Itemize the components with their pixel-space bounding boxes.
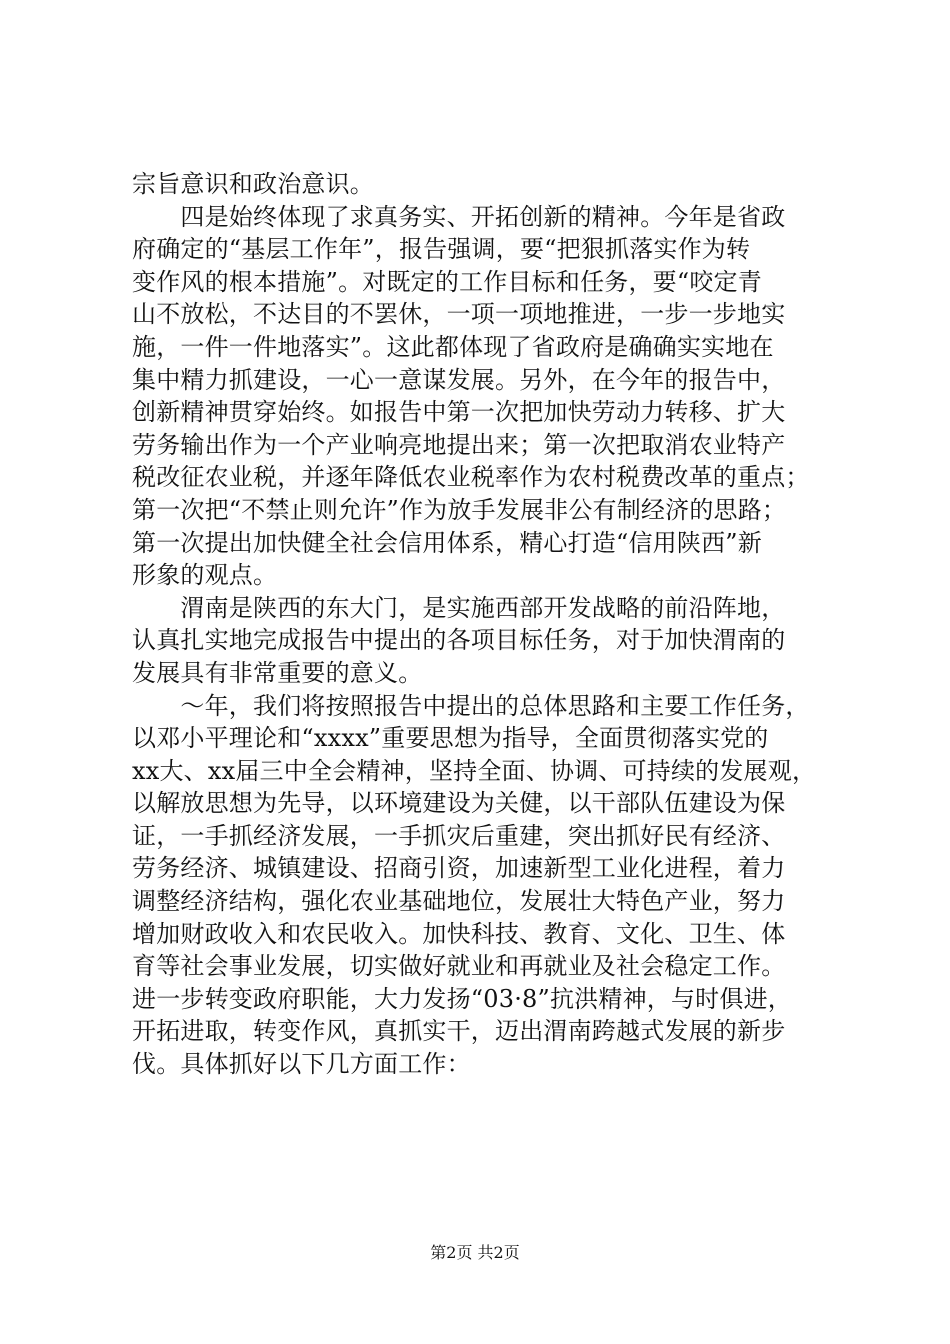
text-line: 增加财政收入和农民收入。加快科技、教育、文化、卫生、体 xyxy=(132,919,786,948)
text-line: 证，一手抓经济发展，一手抓灾后重建，突出抓好民有经济、 xyxy=(132,821,786,850)
text-line: 第一次提出加快健全社会信用体系，精心打造“信用陕西”新 xyxy=(132,528,762,557)
text-line: ～年，我们将按照报告中提出的总体思路和主要工作任务， xyxy=(132,691,810,720)
text-line: xx大、xx届三中全会精神，坚持全面、协调、可持续的发展观， xyxy=(132,756,817,785)
text-line: 税改征农业税，并逐年降低农业税率作为农村税费改革的重点； xyxy=(132,463,810,492)
page-footer xyxy=(0,1243,950,1263)
text-line: 施，一件一件地落实”。这此都体现了省政府是确确实实地在 xyxy=(132,332,774,361)
text-line: 府确定的“基层工作年”，报告强调，要“把狠抓落实作为转 xyxy=(132,235,751,264)
text-line: 创新精神贯穿始终。如报告中第一次把加快劳动力转移、扩大 xyxy=(132,398,786,427)
text-line: 劳务输出作为一个产业响亮地提出来；第一次把取消农业特产 xyxy=(132,430,786,459)
text-line: 调整经济结构，强化农业基础地位，发展壮大特色产业，努力 xyxy=(132,887,786,916)
text-line: 变作风的根本措施”。对既定的工作目标和任务，要“咬定青 xyxy=(132,267,762,296)
body-text xyxy=(132,168,832,1081)
text-line: 山不放松，不达目的不罢休，一项一项地推进，一步一步地实 xyxy=(132,300,786,329)
text-line: 形象的观点。 xyxy=(132,561,278,590)
text-line: 以解放思想为先导，以环境建设为关健，以干部队伍建设为保 xyxy=(132,789,786,818)
text-line: 渭南是陕西的东大门，是实施西部开发战略的前沿阵地， xyxy=(132,593,786,622)
text-line: 发展具有非常重要的意义。 xyxy=(132,658,423,687)
text-line: 进一步转变政府职能，大力发扬“03·8”抗洪精神，与时俱进， xyxy=(132,984,792,1013)
text-line: 第一次把“不禁止则允许”作为放手发展非公有制经济的思路； xyxy=(132,495,787,524)
text-line: 集中精力抓建设，一心一意谋发展。另外，在今年的报告中， xyxy=(132,365,786,394)
text-line: 宗旨意识和政治意识。 xyxy=(132,170,374,198)
text-line: 认真扎实地完成报告中提出的各项目标任务，对于加快渭南的 xyxy=(132,626,786,655)
text-line: 以邓小平理论和“xxxx”重要思想为指导，全面贯彻落实党的 xyxy=(132,724,769,753)
page-number: 第2页 共2页 xyxy=(430,1243,520,1262)
text-line: 四是始终体现了求真务实、开拓创新的精神。今年是省政 xyxy=(132,202,786,231)
text-line: 育等社会事业发展，切实做好就业和再就业及社会稳定工作。 xyxy=(132,952,786,981)
text-line: 开拓进取，转变作风，真抓实干，迈出渭南跨越式发展的新步 xyxy=(132,1017,786,1046)
text-line: 劳务经济、城镇建设、招商引资，加速新型工业化进程，着力 xyxy=(132,854,786,883)
text-line: 伐。具体抓好以下几方面工作： xyxy=(132,1050,471,1079)
